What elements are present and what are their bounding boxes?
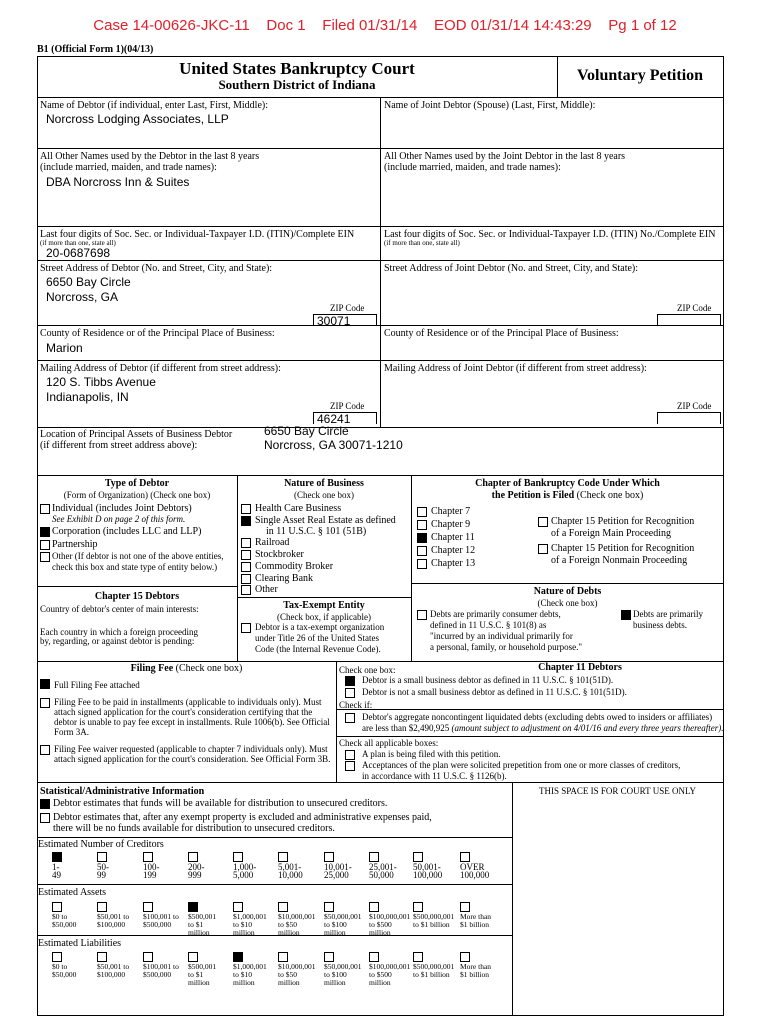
liabilities-option-checkbox[interactable] [460,952,470,962]
creditors-option-label: 25,001- [369,862,397,872]
chapter-title-2 [411,490,724,501]
debtor-mailing-zip[interactable]: 46241 [317,412,351,426]
creditors-title: Estimated Number of Creditors [38,839,164,850]
creditors-option-label: 25,000 [324,870,349,880]
creditors-option-checkbox[interactable] [52,852,62,862]
debtor-other-names-label: All Other Names used by the Debtor in the last 8 years (include married, maiden, and trade names): [40,151,260,173]
liabilities-option-label: $100,000,001 [369,962,411,971]
acceptances-line2: in accordance with 11 U.S.C. § 1126(b). [362,771,507,781]
creditors-option-label: 199 [143,870,157,880]
creditors-option-label: 1,000- [233,862,257,872]
liabilities-title: Estimated Liabilities [38,938,122,949]
creditors-option-label: 5,000 [233,870,254,880]
assets-option-label: $500,000 [143,920,172,929]
liabilities-option-checkbox[interactable] [278,952,288,962]
assets-option-label: million [233,928,255,937]
nob-checkbox-stockbroker[interactable] [241,550,251,560]
creditors-option-label: 49 [52,870,61,880]
assets-option-label: to $500 [369,920,392,929]
chapter15-each-country-2: by, regarding, or against debtor is pending: [40,636,195,646]
assets-option-label: million [369,928,391,937]
nob-label-sare: Single Asset Real Estate as defined [255,515,396,526]
nob-checkbox-railroad[interactable] [241,538,251,548]
tod-other-note: check this box and state type of entity below.) [52,562,218,572]
nob-label-commodity: Commodity Broker [255,561,334,572]
liabilities-option-label: $0 to [52,962,68,971]
statistical-title: Statistical/Administrative Information [40,786,205,797]
debtor-zip-label: ZIP Code [330,303,365,313]
chapter13-label: Chapter 13 [431,558,476,569]
assets-option-label: $50,000,001 [324,912,362,921]
assets-option-label: to $10 [233,920,252,929]
nob-label-railroad: Railroad [255,537,290,548]
tod-label-corporation: Corporation (includes LLC and LLP) [52,526,202,537]
assets-option-label: $50,000 [52,920,77,929]
liabilities-option-label: $10,000,001 [278,962,316,971]
small-business-checkbox[interactable] [345,676,355,686]
assets-title: Estimated Assets [38,887,107,898]
assets-option-label: $500,000,001 [413,912,455,921]
type-of-debtor-title: Type of Debtor [104,478,170,489]
tax-exempt-line1: Debtor is a tax-exempt organization [255,622,385,632]
debtor-ssn-note: (if more than one, state all) [40,239,116,247]
nob-label-other: Other [255,584,278,595]
install-fee-line3: debtor is unable to pay fee except in installments. Rule 1006(b). See Official [54,717,330,727]
location-line1[interactable]: 6650 Bay Circle [264,424,349,438]
chapter15-title: Chapter 15 Debtors [94,591,180,602]
assets-option-checkbox[interactable] [324,902,334,912]
tax-exempt-line2: under Title 26 of the United States [255,633,379,643]
plan-filed-checkbox[interactable] [345,750,355,760]
creditors-option-checkbox[interactable] [324,852,334,862]
liabilities-option-label: $1,000,001 [233,962,267,971]
nob-checkbox-sare[interactable] [241,516,251,526]
assets-option-label: to $1 billion [413,920,450,929]
joint-zip-label: ZIP Code [677,303,712,313]
consumer-debts-line3: "incurred by an individual primarily for [430,631,573,641]
assets-option-checkbox[interactable] [369,902,379,912]
creditors-option-checkbox[interactable] [413,852,423,862]
type-of-debtor-subtitle: (Form of Organization) (Check one box) [63,490,211,500]
aggregate-line2-text: are less than $2,490,925 [362,723,452,733]
ch11-check-all: Check all applicable boxes: [339,738,439,748]
nob-checkbox-clearing[interactable] [241,574,251,584]
liabilities-option-label: to $1 [188,970,204,979]
liabilities-option-checkbox[interactable] [143,952,153,962]
joint-mailing-zip-label: ZIP Code [677,401,712,411]
nob-checkbox-commodity[interactable] [241,562,251,572]
business-debts-line1: Debts are primarily [633,609,703,619]
liabilities-option-label: to $1 billion [413,970,450,979]
creditors-option-checkbox[interactable] [233,852,243,862]
business-debts-line2: business debts. [633,620,687,630]
small-business-label: Debtor is a small business debtor as defined in 11 U.S.C. § 101(51D). [362,675,614,685]
joint-other-names-label: All Other Names used by the Joint Debtor in the last 8 years (include married, maiden, and trade names): [384,151,626,173]
debtor-other-names[interactable]: DBA Norcross Inn & Suites [46,175,190,189]
liabilities-option-label: $50,000,001 [324,962,362,971]
consumer-debts-line2: defined in 11 U.S.C. § 101(8) as [430,620,547,630]
creditors-option-checkbox[interactable] [97,852,107,862]
chapter7-checkbox[interactable] [417,507,427,517]
creditors-option-checkbox[interactable] [460,852,470,862]
joint-mailing-label: Mailing Address of Joint Debtor (if different from street address): [384,363,647,374]
debtor-county-label: County of Residence or of the Principal Place of Business: [40,328,275,339]
liabilities-option-checkbox[interactable] [413,952,423,962]
tax-exempt-subtitle: (Check box, if applicable) [277,612,371,622]
full-fee-label: Full Filing Fee attached [54,680,140,690]
liabilities-option-label: $500,001 [188,962,217,971]
install-fee-line2: attach signed application for the court's consideration certifying that the [54,707,313,717]
debtor-mailing-line1[interactable]: 120 S. Tibbs Avenue [46,375,156,389]
creditors-option-label: 50,000 [369,870,394,880]
creditors-option-label: 10,001- [324,862,352,872]
chapter12-label: Chapter 12 [431,545,476,556]
tod-label-partnership: Partnership [52,539,98,550]
assets-option-checkbox[interactable] [278,902,288,912]
chapter9-label: Chapter 9 [431,519,471,530]
debtor-zip[interactable]: 30071 [317,314,351,328]
assets-option-checkbox[interactable] [188,902,198,912]
assets-option-label: More than [460,912,492,921]
debtor-street-line2[interactable]: Norcross, GA [46,290,119,304]
nature-debts-title: Nature of Debts [533,586,602,597]
case-stamp: Case 14-00626-JKC-11 Doc 1 Filed 01/31/14 EOD 01/31/14 14:43:29 Pg 1 of 12 [93,17,677,34]
liabilities-option-checkbox[interactable] [52,952,62,962]
court-use-only: THIS SPACE IS FOR COURT USE ONLY [538,786,697,796]
debtor-street-line1[interactable]: 6650 Bay Circle [46,275,131,289]
creditors-option-label: 999 [188,870,202,880]
install-fee-line4: Form 3A. [54,727,90,737]
joint-ssn-label: Last four digits of Soc. Sec. or Individual-Taxpayer I.D. (ITIN) No./Complete EIN [384,229,716,240]
liabilities-option-label: million [188,978,210,987]
liabilities-option-checkbox[interactable] [324,952,334,962]
funds-available-label: Debtor estimates that funds will be available for distribution to unsecured creditors. [53,798,388,809]
debtor-ein[interactable]: 20-0687698 [46,246,111,260]
consumer-debts-checkbox[interactable] [417,610,427,620]
joint-street-label: Street Address of Joint Debtor (No. and Street, City, and State): [384,263,639,274]
liabilities-option-label: to $100 [324,970,347,979]
filing-fee-title-note: (Check one box) [173,663,243,674]
nature-business-subtitle: (Check one box) [294,490,354,500]
joint-ssn-note: (if more than one, state all) [384,239,460,247]
consumer-debts-line4: a personal, family, or household purpose." [430,642,583,652]
tod-exhibit-note: See Exhibit D on page 2 of this form. [52,514,186,524]
install-fee-line1: Filing Fee to be paid in installments (applicable to individuals only). Must [54,697,322,707]
assets-option-label: to $50 [278,920,297,929]
liabilities-option-label: $50,000 [52,970,77,979]
chapter15-each-country-1: Each country in which a foreign proceeding [40,627,198,637]
liabilities-option-label: $1 billion [460,970,489,979]
debtor-ssn-label: Last four digits of Soc. Sec. or Individual-Taxpayer I.D. (ITIN)/Complete EIN [40,229,355,240]
petition-title: Voluntary Petition [576,67,704,84]
liabilities-option-label: million [324,978,346,987]
assets-option-label: $1,000,001 [233,912,267,921]
tod-checkbox-individual[interactable] [40,504,50,514]
ch15-main-line2: of a Foreign Main Proceeding [551,528,671,539]
debtor-mailing-label: Mailing Address of Debtor (if different from street address): [40,363,281,374]
debtor-county[interactable]: Marion [46,341,83,355]
creditors-option-label: 10,000 [278,870,303,880]
assets-option-label: million [188,928,210,937]
assets-option-label: $1 billion [460,920,489,929]
ch11-check-if: Check if: [339,700,373,710]
creditors-option-label: OVER [460,862,485,872]
assets-option-label: to $1 [188,920,204,929]
assets-option-label: $10,000,001 [278,912,316,921]
ch11-check-one: Check one box: [339,665,396,675]
liabilities-option-label: to $500 [369,970,392,979]
nob-label-clearing: Clearing Bank [255,573,314,584]
acceptances-checkbox[interactable] [345,761,355,771]
no-funds-checkbox[interactable] [40,813,50,823]
assets-option-label: $100,000 [97,920,126,929]
liabilities-option-label: million [233,978,255,987]
chapter15-country-label: Country of debtor's center of main interests: [40,604,199,614]
creditors-option-label: 1- [52,862,60,872]
assets-option-checkbox[interactable] [460,902,470,912]
nature-business-title: Nature of Business [284,478,364,489]
nob-label-stockbroker: Stockbroker [255,549,304,560]
ch15-nonmain-line1: Chapter 15 Petition for Recognition [551,543,695,554]
liabilities-option-label: $100,000 [97,970,126,979]
assets-option-checkbox[interactable] [52,902,62,912]
assets-option-label: million [278,928,300,937]
ch15-main-checkbox[interactable] [538,517,548,527]
form-id: B1 (Official Form 1)(04/13) [37,44,154,55]
consumer-debts-line1: Debts are primarily consumer debts, [430,609,561,619]
full-fee-checkbox[interactable] [40,679,50,689]
liabilities-option-checkbox[interactable] [97,952,107,962]
waiver-fee-line1: Filing Fee waiver requested (applicable to chapter 7 individuals only). Must [54,744,328,754]
liabilities-option-label: More than [460,962,492,971]
nob-label-health: Health Care Business [255,503,342,514]
tax-exempt-title: Tax-Exempt Entity [283,600,365,611]
assets-option-checkbox[interactable] [413,902,423,912]
aggregate-debts-checkbox[interactable] [345,713,355,723]
no-funds-line2: there will be no funds available for distribution to unsecured creditors. [53,823,335,834]
aggregate-line2 [362,723,724,733]
plan-filed-label: A plan is being filed with this petition. [362,749,501,759]
assets-option-label: to $100 [324,920,347,929]
creditors-option-checkbox[interactable] [143,852,153,862]
filing-fee-title-bold: Filing Fee [130,663,174,674]
assets-option-label: $100,001 to [143,912,179,921]
creditors-option-label: 100- [143,862,160,872]
ch15-main-line1: Chapter 15 Petition for Recognition [551,516,695,527]
liabilities-option-label: to $50 [278,970,297,979]
tod-label-other: Other (If debtor is not one of the above entities, [52,551,224,561]
creditors-option-checkbox[interactable] [188,852,198,862]
acceptances-line1: Acceptances of the plan were solicited prepetition from one or more classes of creditors, [362,760,681,770]
chapter11-checkbox[interactable] [417,533,427,543]
liabilities-option-checkbox[interactable] [369,952,379,962]
nature-debts-subtitle: (Check one box) [537,598,598,608]
liabilities-option-label: to $10 [233,970,252,979]
liabilities-option-label: million [369,978,391,987]
debtor-mailing-line2[interactable]: Indianapolis, IN [46,390,129,404]
location-line2[interactable]: Norcross, GA 30071-1210 [264,438,403,452]
tax-exempt-line3: Code (the Internal Revenue Code). [255,644,381,654]
business-debts-checkbox[interactable] [621,610,631,620]
assets-option-label: $50,001 to [97,912,130,921]
liabilities-option-label: $500,000,001 [413,962,455,971]
assets-option-label: million [324,928,346,937]
creditors-option-label: 5,001- [278,862,302,872]
liabilities-option-label: million [278,978,300,987]
creditors-option-label: 200- [188,862,205,872]
not-small-business-checkbox[interactable] [345,688,355,698]
creditors-option-label: 100,000 [413,870,443,880]
nob-sare-note: in 11 U.S.C. § 101 (51B) [266,526,367,537]
ch15-nonmain-line2: of a Foreign Nonmain Proceeding [551,555,688,566]
chapter12-checkbox[interactable] [417,546,427,556]
no-funds-line1: Debtor estimates that, after any exempt property is excluded and administrative expenses paid, [53,812,432,823]
chapter7-label: Chapter 7 [431,506,471,517]
waiver-fee-line2: attach signed application for the court's consideration. See Official Form 3B. [54,754,331,764]
install-fee-checkbox[interactable] [40,698,50,708]
tod-label-individual: Individual (includes Joint Debtors) [52,503,192,514]
liabilities-option-label: $500,000 [143,970,172,979]
joint-county-label: County of Residence or of the Principal Place of Business: [384,328,619,339]
creditors-option-label: 50,001- [413,862,441,872]
liabilities-option-checkbox[interactable] [188,952,198,962]
creditors-option-label: 99 [97,870,106,880]
assets-option-checkbox[interactable] [143,902,153,912]
debtor-mailing-zip-label: ZIP Code [330,401,365,411]
chapter-title-2-note: (Check one box) [574,490,644,501]
aggregate-line2-note: (amount subject to adjustment on 4/01/16 and every three years thereafter). [451,723,724,733]
nob-checkbox-health[interactable] [241,504,251,514]
tod-checkbox-corporation[interactable] [40,527,50,537]
chapter-title-1: Chapter of Bankruptcy Code Under Which [475,478,660,489]
creditors-option-label: 100,000 [460,870,490,880]
chapter9-checkbox[interactable] [417,520,427,530]
not-small-business-label: Debtor is not a small business debtor as defined in 11 U.S.C. § 101(51D). [362,687,627,697]
assets-option-label: $0 to [52,912,68,921]
filing-fee-title [37,663,336,674]
court-district: Southern District of Indiana [218,77,376,92]
joint-name-label: Name of Joint Debtor (Spouse) (Last, First, Middle): [384,100,596,111]
debtor-name[interactable]: Norcross Lodging Associates, LLP [46,112,229,126]
aggregate-line1: Debtor's aggregate noncontingent liquidated debts (excluding debts owed to insiders or affiliates) [362,712,713,722]
creditors-option-checkbox[interactable] [278,852,288,862]
liabilities-option-label: $50,001 to [97,962,130,971]
creditors-option-checkbox[interactable] [369,852,379,862]
assets-option-checkbox[interactable] [97,902,107,912]
chapter-title-2-bold: the Petition is Filed [491,490,575,501]
chapter13-checkbox[interactable] [417,559,427,569]
tod-checkbox-partnership[interactable] [40,540,50,550]
debtor-street-label: Street Address of Debtor (No. and Street, City, and State): [40,263,273,274]
liabilities-option-checkbox[interactable] [233,952,243,962]
ch15-nonmain-checkbox[interactable] [538,544,548,554]
debtor-name-label: Name of Debtor (if individual, enter Last, First, Middle): [40,100,269,111]
nob-checkbox-other[interactable] [241,585,251,595]
chapter11-label: Chapter 11 [431,532,475,543]
waiver-fee-checkbox[interactable] [40,745,50,755]
court-title: United States Bankruptcy Court [179,59,415,78]
location-label: Location of Principal Assets of Business Debtor (if different from street address above): [40,429,233,451]
creditors-option-label: 50- [97,862,109,872]
liabilities-option-label: $100,001 to [143,962,179,971]
assets-option-label: $100,000,001 [369,912,411,921]
assets-option-checkbox[interactable] [233,902,243,912]
assets-option-label: $500,001 [188,912,217,921]
tod-checkbox-other[interactable] [40,552,50,562]
ch11-title: Chapter 11 Debtors [538,662,622,673]
funds-available-checkbox[interactable] [40,799,50,809]
tax-exempt-checkbox[interactable] [241,623,251,633]
